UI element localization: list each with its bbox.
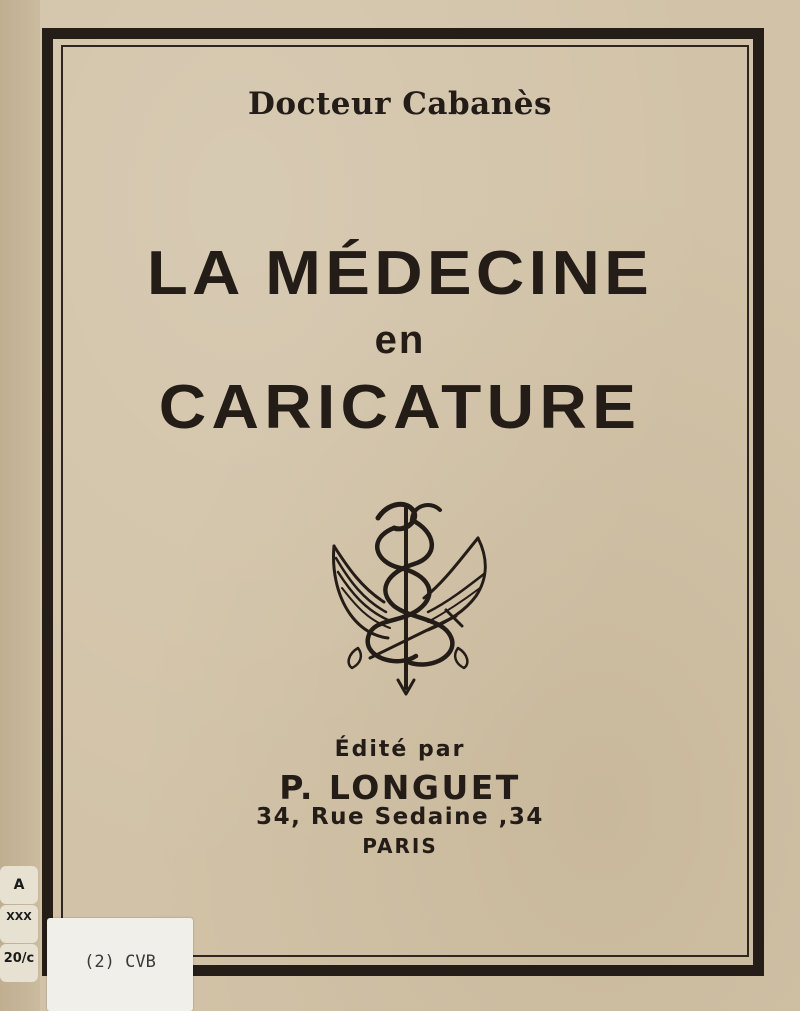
publisher-address: 34, Rue Sedaine ,34 bbox=[256, 804, 544, 830]
spine-tag-fraction: 20/c bbox=[0, 944, 38, 982]
library-call-number-label bbox=[47, 918, 193, 1011]
title-line-2: en bbox=[374, 318, 426, 362]
author-name: Docteur Cabanès bbox=[248, 86, 552, 122]
edited-by-line: Édité par bbox=[334, 737, 466, 762]
spine-tag-letter: A bbox=[0, 866, 38, 904]
caduceus-emblem-icon bbox=[328, 498, 490, 696]
spine-edge bbox=[0, 0, 40, 1011]
publisher-name: P. LONGUET bbox=[279, 768, 521, 807]
call-number-text: (2) CVB bbox=[84, 952, 156, 972]
publisher-city: PARIS bbox=[362, 834, 438, 858]
title-line-1: LA MÉDECINE bbox=[146, 239, 654, 308]
title-line-3: CARICATURE bbox=[158, 373, 642, 442]
spine-tag-roman: XXX bbox=[0, 905, 38, 943]
